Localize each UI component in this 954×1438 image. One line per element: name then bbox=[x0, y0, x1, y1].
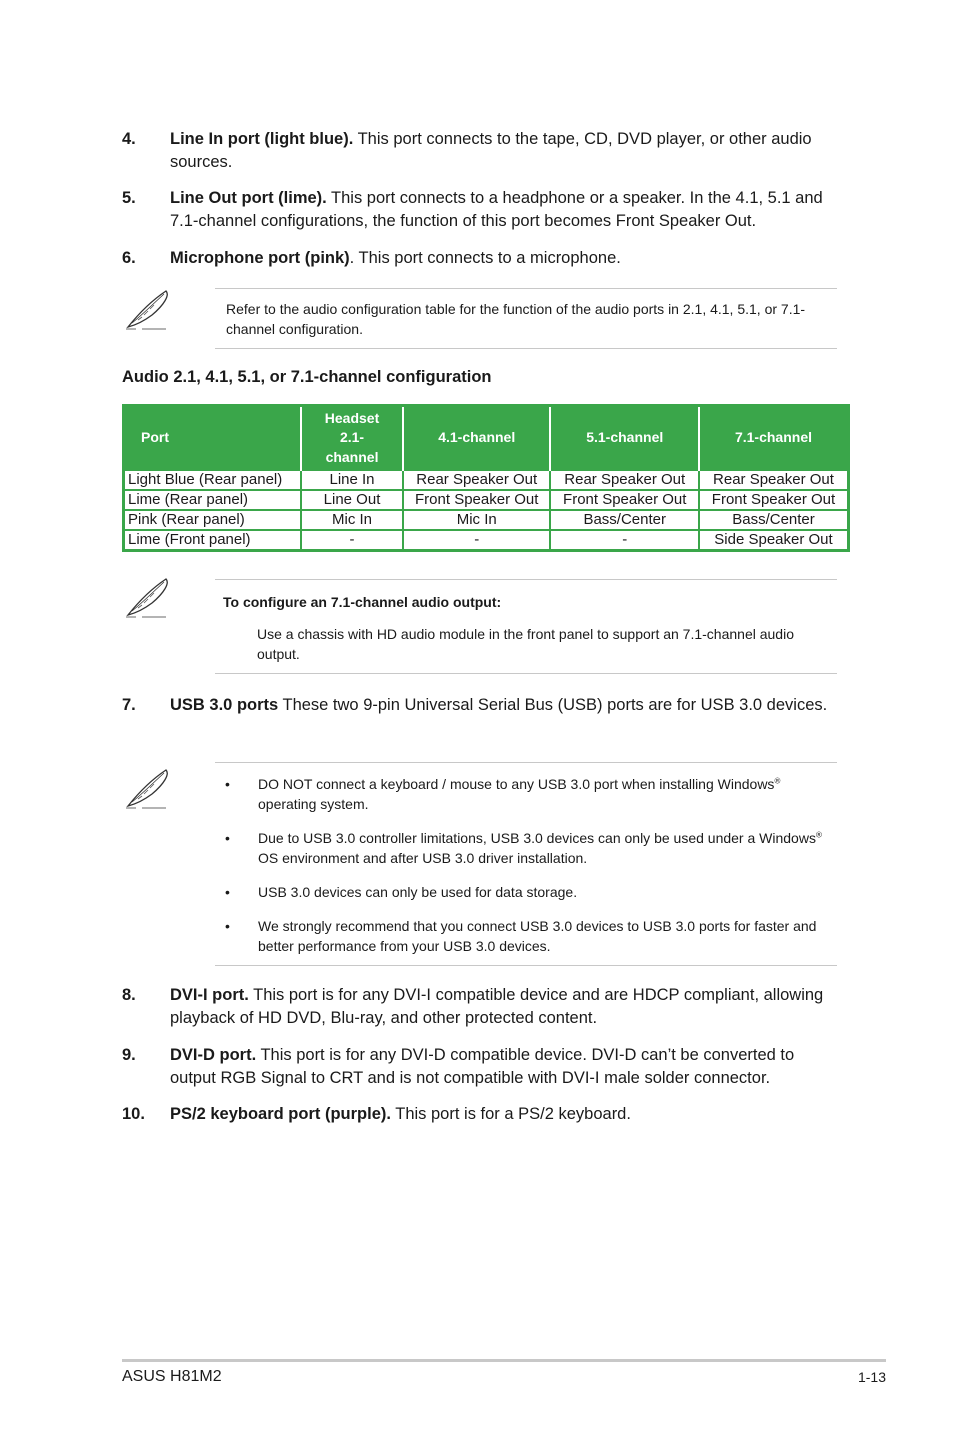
table-row bbox=[124, 510, 849, 530]
item-lead: PS/2 keyboard port (purple). bbox=[170, 1105, 391, 1123]
header-port: Port bbox=[124, 406, 302, 471]
audio-config-table bbox=[122, 404, 850, 552]
table-cell: Lime (Front panel) bbox=[124, 530, 302, 551]
item-lead: DVI-D port. bbox=[170, 1046, 257, 1064]
registered-mark: ® bbox=[815, 830, 822, 840]
footer-divider bbox=[122, 1359, 886, 1362]
item-text: This port connects to the tape, CD, DVD player, or other audio sources. bbox=[170, 130, 812, 171]
item-text: This port connects to a headphone or a speaker. In the 4.1, 5.1 and 7.1-channel configurations, the function of this port becomes Front Speaker Out. bbox=[170, 189, 823, 230]
note-box-1 bbox=[215, 288, 837, 349]
bullet-icon: • bbox=[225, 776, 230, 792]
list-item-9 bbox=[122, 1044, 842, 1090]
item-text: These two 9-pin Universal Serial Bus (USB) ports are for USB 3.0 devices. bbox=[278, 696, 828, 714]
table-cell: Light Blue (Rear panel) bbox=[124, 470, 302, 490]
table-cell: Mic In bbox=[403, 510, 551, 530]
note-bullet-list bbox=[215, 763, 837, 956]
bullet-text: DO NOT connect a keyboard / mouse to any USB 3.0 port when installing Windows bbox=[258, 776, 775, 792]
table-cell: Lime (Rear panel) bbox=[124, 490, 302, 510]
item-number: 5. bbox=[122, 189, 136, 207]
item-text: This port is for any DVI-I compatible device and are HDCP compliant, allowing playback of HD DVD, Blu-ray, and other protected content. bbox=[170, 986, 824, 1027]
header-headset-line: channel bbox=[325, 448, 379, 465]
note-pen-icon bbox=[122, 287, 174, 331]
item-number: 10. bbox=[122, 1105, 145, 1123]
table-cell: Front Speaker Out bbox=[550, 490, 699, 510]
table-cell: Rear Speaker Out bbox=[403, 470, 551, 490]
bullet-text: USB 3.0 devices can only be used for data storage. bbox=[258, 884, 578, 900]
bullet-icon: • bbox=[225, 830, 230, 846]
header-headset bbox=[301, 406, 403, 471]
list-item-5 bbox=[122, 187, 842, 233]
item-number: 8. bbox=[122, 986, 136, 1004]
note-pen-icon bbox=[122, 766, 174, 810]
list-item bbox=[215, 828, 837, 868]
list-item bbox=[215, 882, 837, 902]
table-cell: Pink (Rear panel) bbox=[124, 510, 302, 530]
table-row bbox=[124, 530, 849, 551]
note-box-2 bbox=[215, 579, 837, 674]
header-7-1: 7.1-channel bbox=[699, 406, 849, 471]
header-5-1: 5.1-channel bbox=[550, 406, 699, 471]
note-box-3 bbox=[215, 762, 837, 966]
note-heading: To configure an 7.1-channel audio output: bbox=[223, 594, 502, 610]
item-number: 6. bbox=[122, 249, 136, 267]
header-headset-line: 2.1- bbox=[339, 429, 365, 446]
header-4-1: 4.1-channel bbox=[403, 406, 551, 471]
footer-product-name: ASUS H81M2 bbox=[122, 1368, 222, 1385]
table-header-row bbox=[124, 406, 849, 471]
item-text: This port is for any DVI-D compatible device. DVI-D can’t be converted to output RGB Signal to CRT and is not compatible with DVI-I male solder connector. bbox=[170, 1046, 795, 1087]
note-pen-icon bbox=[122, 575, 174, 619]
list-item-4 bbox=[122, 128, 842, 174]
bullet-text: We strongly recommend that you connect USB 3.0 devices to USB 3.0 ports for faster and better performance from your USB 3.0 devices. bbox=[258, 918, 817, 954]
item-number: 7. bbox=[122, 696, 136, 714]
list-item-6 bbox=[122, 247, 842, 270]
item-lead: USB 3.0 ports bbox=[170, 696, 279, 714]
table-cell: Front Speaker Out bbox=[403, 490, 551, 510]
item-text: This port is for a PS/2 keyboard. bbox=[390, 1105, 631, 1123]
bullet-text: operating system. bbox=[258, 796, 369, 812]
table-cell: Rear Speaker Out bbox=[699, 470, 849, 490]
note-text: Refer to the audio configuration table for the function of the audio ports in 2.1, 4.1, 5.1, or 7.1-channel configuration. bbox=[226, 301, 806, 337]
table-row bbox=[124, 490, 849, 510]
table-cell: - bbox=[403, 530, 551, 551]
header-headset-line: Headset bbox=[324, 409, 380, 426]
bullet-icon: • bbox=[225, 884, 230, 900]
list-item bbox=[215, 916, 837, 956]
bullet-text: Due to USB 3.0 controller limitations, USB 3.0 devices can only be used under a Windows bbox=[258, 830, 816, 846]
registered-mark: ® bbox=[774, 776, 781, 786]
table-cell: Side Speaker Out bbox=[699, 530, 849, 551]
table-cell: Bass/Center bbox=[699, 510, 849, 530]
item-lead: Line Out port (lime). bbox=[170, 189, 327, 207]
item-text: . This port connects to a microphone. bbox=[349, 249, 621, 267]
table-cell: Rear Speaker Out bbox=[550, 470, 699, 490]
table-cell: Mic In bbox=[301, 510, 403, 530]
table-cell: - bbox=[550, 530, 699, 551]
list-item-8 bbox=[122, 984, 842, 1030]
table-cell: Line Out bbox=[301, 490, 403, 510]
item-lead: Line In port (light blue). bbox=[170, 130, 354, 148]
list-item-10 bbox=[122, 1103, 842, 1126]
bullet-text: OS environment and after USB 3.0 driver installation. bbox=[258, 850, 588, 866]
list-item-7 bbox=[122, 694, 842, 717]
table-title: Audio 2.1, 4.1, 5.1, or 7.1-channel configuration bbox=[122, 368, 492, 386]
bullet-icon: • bbox=[225, 918, 230, 934]
footer-page-number: 1-13 bbox=[857, 1369, 886, 1385]
list-item bbox=[215, 774, 837, 814]
note-text: Use a chassis with HD audio module in the front panel to support an 7.1-channel audio output. bbox=[257, 626, 794, 662]
table-cell: - bbox=[301, 530, 403, 551]
table-cell: Line In bbox=[301, 470, 403, 490]
table-row bbox=[124, 470, 849, 490]
table-cell: Bass/Center bbox=[550, 510, 699, 530]
item-number: 9. bbox=[122, 1046, 136, 1064]
item-lead: Microphone port (pink) bbox=[170, 249, 350, 267]
item-lead: DVI-I port. bbox=[170, 986, 249, 1004]
item-number: 4. bbox=[122, 130, 136, 148]
table-cell: Front Speaker Out bbox=[699, 490, 849, 510]
